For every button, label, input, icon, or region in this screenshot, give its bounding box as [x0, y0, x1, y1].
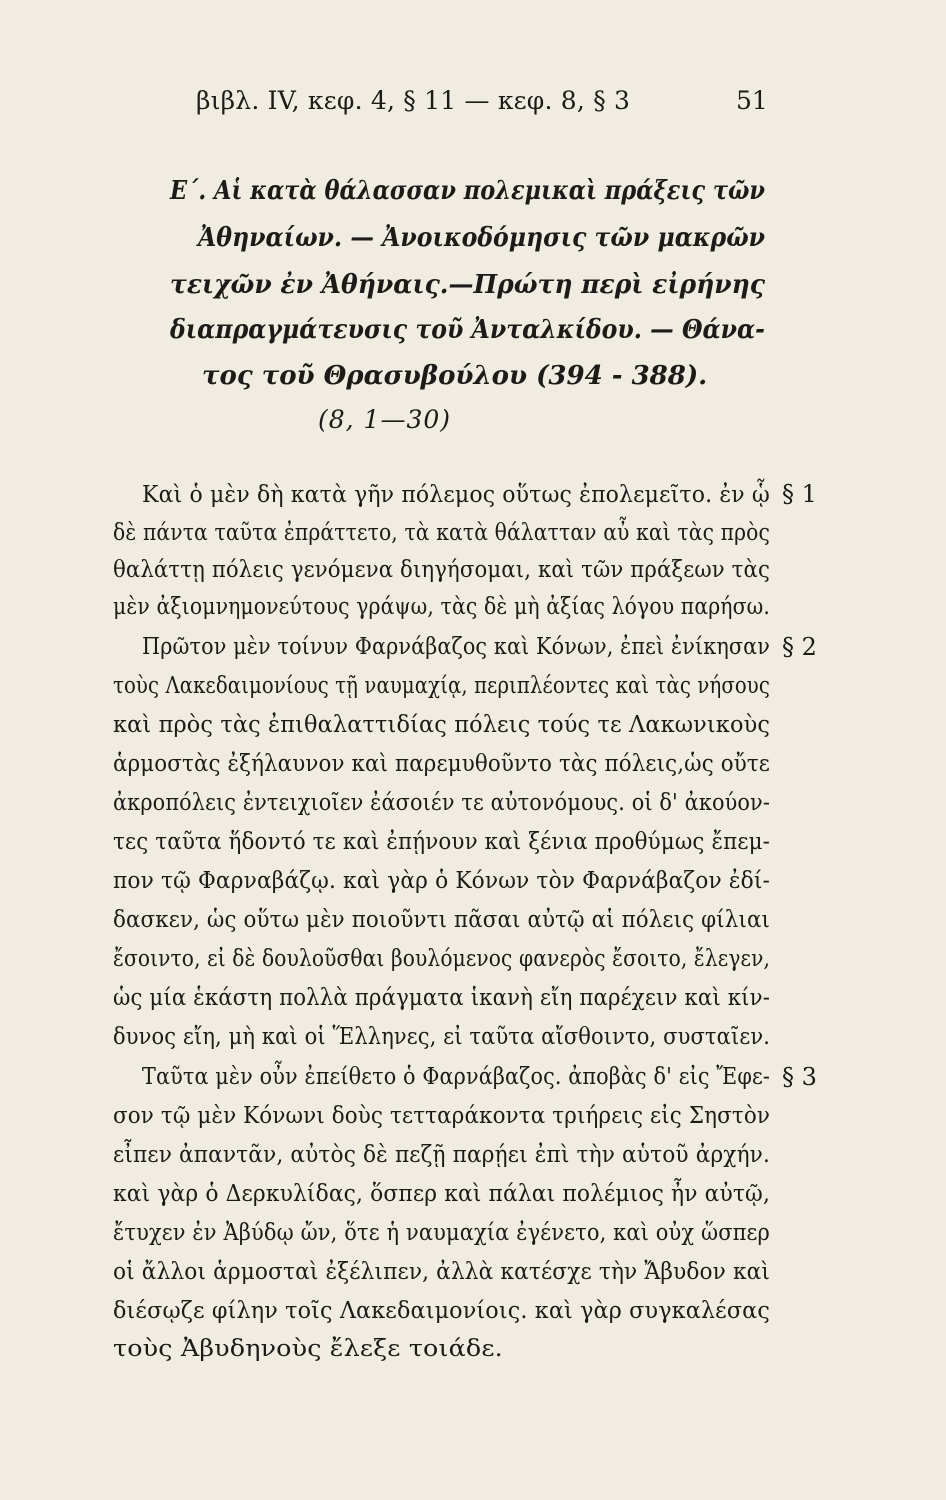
section-mark: § 3 [782, 1063, 817, 1091]
body-line: καὶ γὰρ ὁ Δερκυλίδας, ὅσπερ καὶ πάλαι πολέμιος ἦν αὐτῷ, [113, 1179, 771, 1207]
page-number: 51 [736, 86, 768, 115]
body-line: τες ταῦτα ἥδοντό τε καὶ ἐπῄνουν καὶ ξένια προθύμως ἔπεμ- [113, 827, 771, 855]
body-line: οἱ ἄλλοι ἁρμοσταὶ ἐξέλιπεν, ἀλλὰ κατέσχε τὴν Ἄβυδον καὶ [113, 1257, 771, 1285]
body-line: ἔτυχεν ἐν Ἀβύδῳ ὤν, ὅτε ἡ ναυμαχία ἐγένετο, καὶ οὐχ ὥσπερ [113, 1218, 770, 1246]
body-line: διέσῳζε φίλην τοῖς Λακεδαιμονίοις. καὶ γὰρ συγκαλέσας [113, 1296, 770, 1324]
body-line: ἀκροπόλεις ἐντειχιοῖεν ἐάσοιέν τε αὐτονόμους. οἱ δ' ἀκούον- [113, 788, 770, 816]
chapter-title-line: διαπραγμάτευσις τοῦ Ἀνταλκίδου. — Θάνα- [170, 315, 765, 345]
body-line: πον τῷ Φαρναβάζῳ. καὶ γὰρ ὁ Κόνων τὸν Φαρνάβαζον ἐδί- [113, 866, 770, 894]
body-line: τοὺς Λακεδαιμονίους τῇ ναυμαχίᾳ, περιπλέοντες καὶ τὰς νήσους [113, 671, 770, 699]
chapter-title-line: τειχῶν ἐν Ἀθήναις.—Πρώτη περὶ εἰρήνης [170, 270, 766, 300]
body-line: σον τῷ μὲν Κόνωνι δοὺς τετταράκοντα τριήρεις εἰς Σηστὸν [113, 1101, 771, 1129]
body-line: ὡς μία ἑκάστη πολλὰ πράγματα ἱκανὴ εἴη παρέχειν καὶ κίν- [113, 983, 771, 1011]
body-line: εἶπεν ἀπαντᾶν, αὐτὸς δὲ πεζῇ παρῄει ἐπὶ τὴν αὑτοῦ ἀρχήν. [113, 1140, 770, 1168]
body-line: δὲ πάντα ταῦτα ἐπράττετο, τὰ κατὰ θάλατταν αὖ καὶ τὰς πρὸς [113, 518, 771, 546]
body-line: καὶ πρὸς τὰς ἐπιθαλαττιδίας πόλεις τούς τε Λακωνικοὺς [113, 710, 771, 738]
section-range: (8, 1—30) [318, 405, 452, 434]
chapter-title-line: Ἀθηναίων. — Ἀνοικοδόμησις τῶν μακρῶν [198, 223, 766, 253]
body-line: δασκεν, ὡς οὕτω μὲν ποιοῦντι πᾶσαι αὐτῷ αἱ πόλεις φίλιαι [113, 905, 771, 933]
chapter-title-line: Ε΄. Αἱ κατὰ θάλασσαν πολεμικαὶ πράξεις τῶν [170, 176, 765, 206]
section-mark: § 2 [782, 633, 817, 661]
body-line: ἔσοιντο, εἰ δὲ δουλοῦσθαι βουλόμενος φανερὸς ἔσοιτο, ἔλεγεν, [113, 944, 771, 972]
section-mark: § 1 [782, 480, 817, 508]
body-line: Πρῶτον μὲν τοίνυν Φαρνάβαζος καὶ Κόνων, ἐπεὶ ἐνίκησαν [142, 632, 771, 660]
running-head: βιβλ. IV, κεφ. 4, § 11 — κεφ. 8, § 3 [196, 86, 631, 115]
body-line: δυνος εἴη, μὴ καὶ οἱ Ἕλληνες, εἰ ταῦτα αἴσθοιντο, συσταῖεν. [113, 1022, 771, 1050]
body-line: Ταῦτα μὲν οὖν ἐπείθετο ὁ Φαρνάβαζος. ἀποβὰς δ' εἰς Ἔφε- [142, 1062, 771, 1090]
body-line: θαλάττῃ πόλεις γενόμενα διηγήσομαι, καὶ τῶν πράξεων τὰς [113, 555, 771, 583]
body-line: μὲν ἀξιομνημονεύτους γράψω, τὰς δὲ μὴ ἀξίας λόγου παρήσω. [113, 592, 770, 620]
body-line: Καὶ ὁ μὲν δὴ κατὰ γῆν πόλεμος οὕτως ἐπολεμεῖτο. ἐν ᾧ [142, 480, 770, 508]
chapter-title-line: τος τοῦ Θρασυβούλου (394 - 388). [202, 361, 708, 391]
body-line: τοὺς Ἀβυδηνοὺς ἔλεξε τοιάδε. [113, 1334, 503, 1362]
body-line: ἁρμοστὰς ἐξήλαυνον καὶ παρεμυθοῦντο τὰς πόλεις,ὡς οὔτε [113, 749, 771, 777]
